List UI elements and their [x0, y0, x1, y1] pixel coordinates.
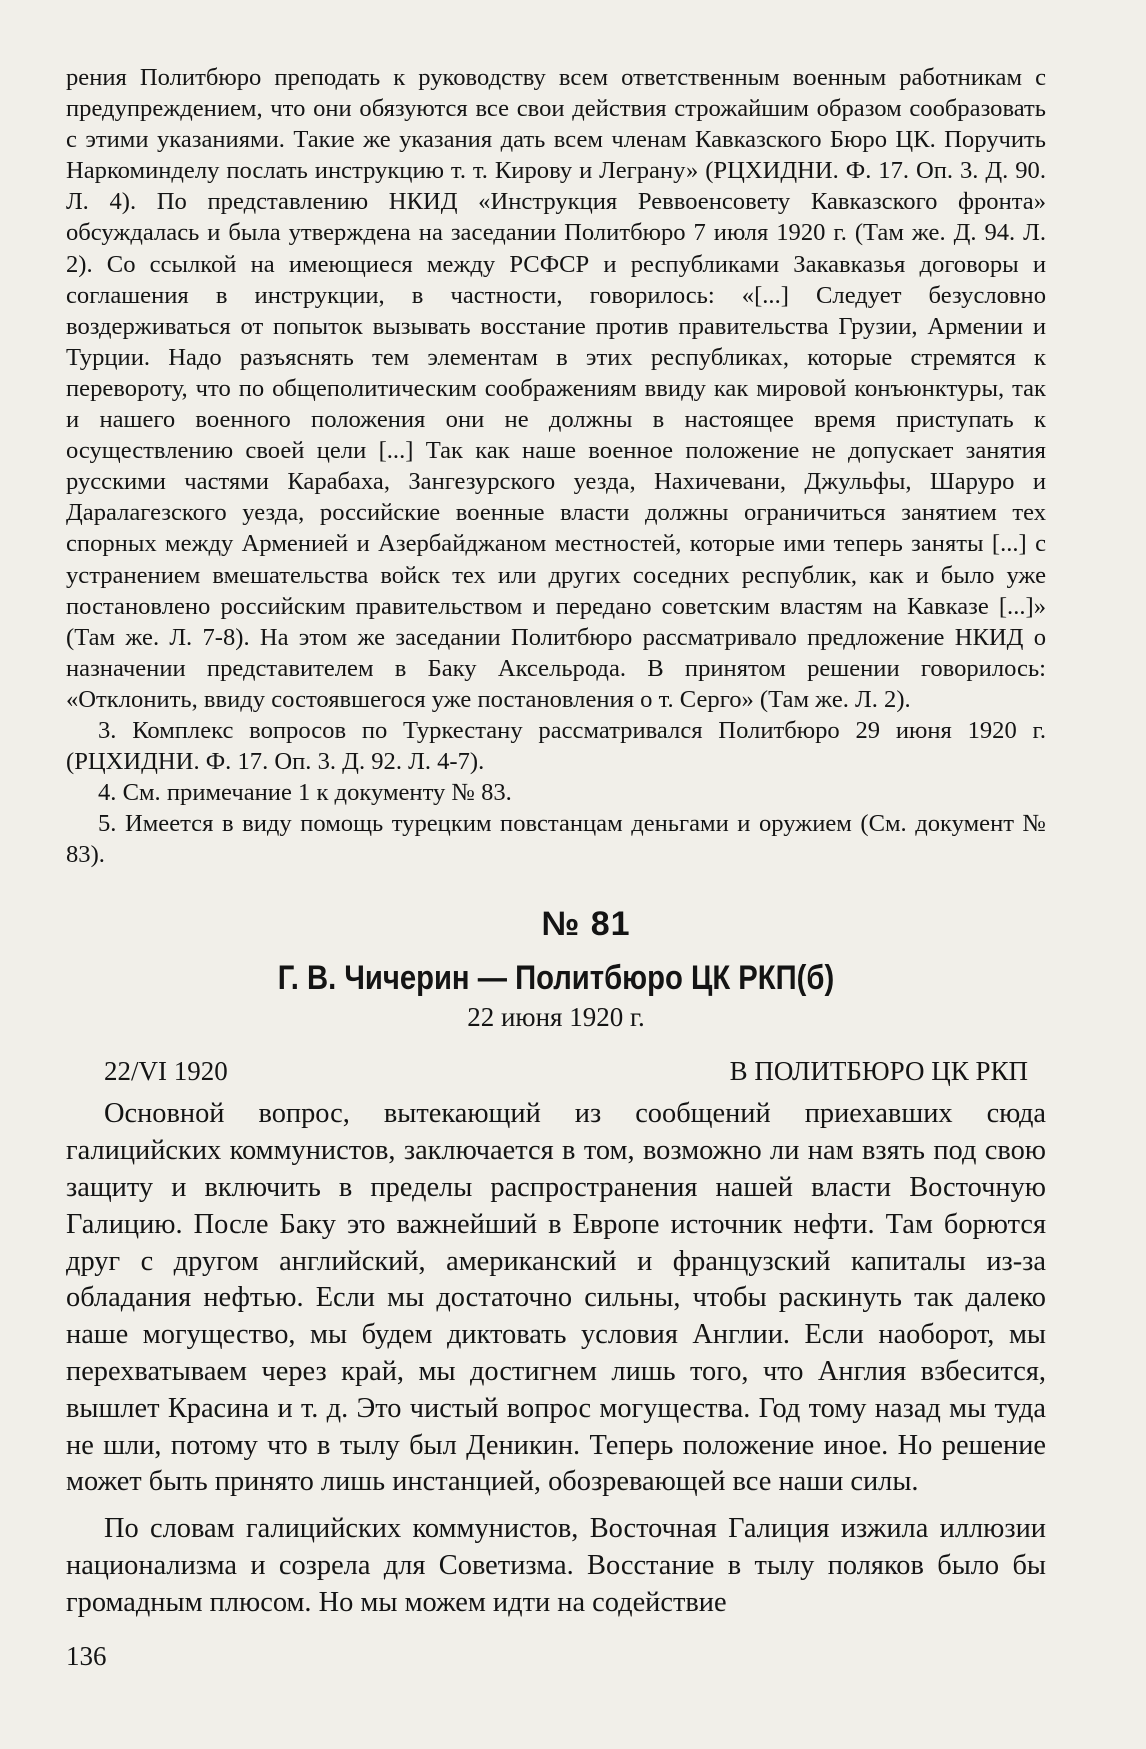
letter-body — [66, 1096, 1046, 1621]
paragraph: Основной вопрос, вытекающий из сообщений приехавших сюда галицийских коммунистов, заключается в том, возможно ли нам взять под свою защиту и включить в пределы распространения нашей власти Восточную Галицию. После Баку это важнейший в Европе источник нефти. Там борются друг с другом английский, американский и французский капиталы из-за обладания нефтью. Если мы достаточно сильны, чтобы раскинуть так далеко наше могущество, мы будем диктовать условия Англии. Если наоборот, мы перехватываем через край, мы достигнем лишь того, что Англия взбесится, вышлет Красина и т. д. Это чистый вопрос могущества. Год тому назад мы туда не шли, потому что в тылу был Деникин. Теперь положение иное. Но решение может быть принято лишь инстанцией, обозревающей все наши силы. — [66, 1098, 1046, 1498]
note-2-continuation: рения Политбюро преподать к руководству всем ответственным военным работникам с предупреждением, что они обязуются все свои действия строжайшим образом сообразовать с этими указаниями. Такие же указания дать всем членам Кавказского Бюро ЦК. Поручить Наркоминделу послать инструкцию т. т. Кирову и Леграну» (РЦХИДНИ. Ф. 17. Оп. 3. Д. 90. Л. 4). По представлению НКИД «Инструкция Реввоенсовету Кавказского фронта» обсуждалась и была утверждена на заседании Политбюро 7 июля 1920 г. (Там же. Д. 94. Л. 2). Со ссылкой на имеющиеся между РСФСР и республиками Закавказья договоры и соглашения в инструкции, в частности, говорилось: «[...] Следует безусловно воздерживаться от попыток вызывать восстание против правительства Грузии, Армении и Турции. Надо разъяснять тем элементам в этих республиках, которые стремятся к перевороту, что по общеполитическим соображениям ввиду как мировой конъюнктуры, так и нашего военного положения они не должны в настоящее время приступать к осуществлению своей цели [...] Так как наше военное положение не допускает занятия русскими частями Карабаха, Зангезурского уезда, Нахичевани, Джульфы, Шаруро и Даралагезского уезда, российские военные власти должны ограничиться занятием тех спорных между Арменией и Азербайджаном местностей, которые ими теперь заняты [...] с устранением вмешательства войск тех или других соседних республик, как и было уже постановлено российским правительством и передано советским властям на Кавказе [...]» (Там же. Л. 7-8). На этом же заседании Политбюро рассматривало предложение НКИД о назначении представителем в Баку Аксельрода. В принятом решении говорилось: «Отклонить, ввиду состоявшегося уже постановления о т. Серго» (Там же. Л. 2). — [66, 64, 1046, 713]
paragraph: По словам галицийских коммунистов, Восточная Галиция изжила иллюзии национализма и созрела для Советизма. Восстание в тылу поляков было бы громадным плюсом. Но мы можем идти на содействие — [66, 1513, 1046, 1618]
document-number: № 81 — [541, 905, 631, 944]
note-3: 3. Комплекс вопросов по Туркестану рассматривался Политбюро 29 июня 1920 г. (РЦХИДНИ. Ф. 17. Оп. 3. Д. 92. Л. 4-7). — [66, 716, 1046, 776]
document-title: Г. В. Чичерин — Политбюро ЦК РКП(б) — [277, 959, 835, 998]
book-page — [66, 62, 1046, 1622]
note-5: 5. Имеется в виду помощь турецким повстанцам деньгами и оружием (См. документ № 83). — [66, 810, 1046, 869]
letter-date: 22/VI 1920 — [104, 1056, 228, 1087]
endnotes — [66, 62, 1046, 870]
document-date: 22 июня 1920 г. — [467, 1002, 645, 1033]
letter-header — [66, 1054, 1046, 1088]
page-number: 136 — [66, 1641, 107, 1671]
note-4: 4. См. примечание 1 к документу № 83. — [98, 779, 512, 807]
letter-addressee: В ПОЛИТБЮРО ЦК РКП — [729, 1056, 1028, 1087]
